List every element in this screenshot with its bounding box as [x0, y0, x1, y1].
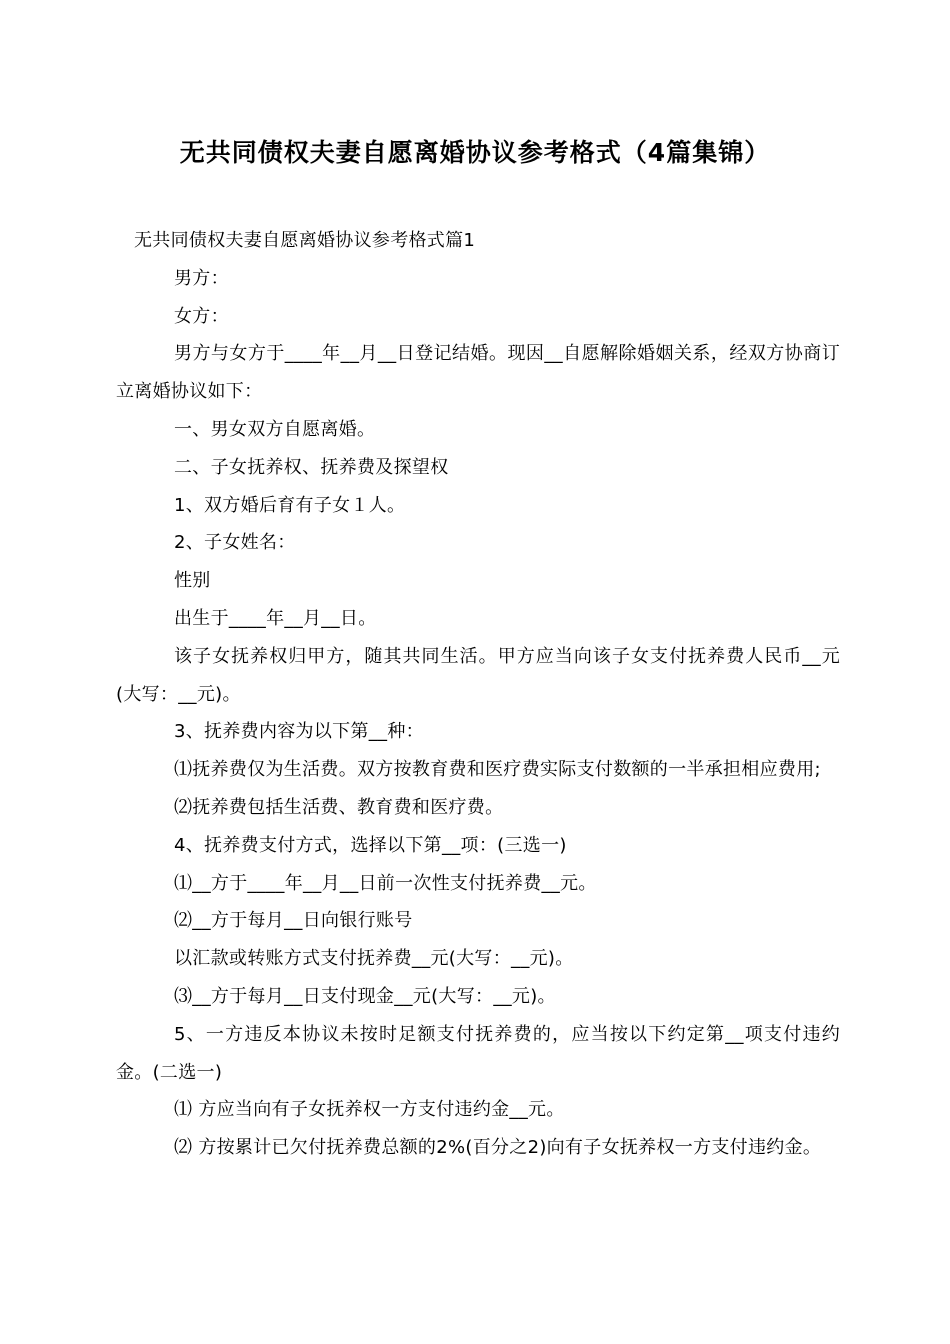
paragraph-breach-option-2: ⑵ 方按累计已欠付抚养费总额的2%(百分之2)向有子女抚养权一方支付违约金。: [174, 1137, 822, 1159]
paragraph-clause-1: 一、男女双方自愿离婚。: [174, 418, 376, 440]
paragraph-support-option-1: ⑴抚养费仅为生活费。双方按教育费和医疗费实际支付数额的一半承担相应费用;: [174, 759, 821, 781]
document-body: [116, 222, 840, 1167]
paragraph-child-birth: 出生于____年__月__日。: [174, 607, 377, 629]
paragraph-male-party: 男方：: [174, 267, 229, 289]
paragraph-clause-2: 二、子女抚养权、抚养费及探望权: [174, 456, 449, 478]
paragraph-support-option-2: ⑵抚养费包括生活费、教育费和医疗费。: [174, 796, 504, 818]
paragraph-payment-option-1: ⑴__方于____年__月__日前一次性支付抚养费__元。: [174, 872, 597, 894]
document-title: 无共同债权夫妻自愿离婚协议参考格式（4篇集锦）: [179, 138, 771, 167]
paragraph-payment-method: 4、抚养费支付方式，选择以下第__项：(三选一): [174, 834, 567, 856]
paragraph-children-count: 1、双方婚后育有子女１人。: [174, 494, 406, 516]
paragraph-breach-option-1: ⑴ 方应当向有子女抚养权一方支付违约金__元。: [174, 1099, 565, 1121]
paragraph-payment-option-2: ⑵__方于每月__日向银行账号: [174, 910, 413, 932]
paragraph-custody: 该子女抚养权归甲方，随其共同生活。甲方应当向该子女支付抚养费人民币__元(大写：__元)。: [116, 645, 840, 705]
paragraph-child-gender: 性别: [174, 570, 211, 592]
section-heading: 无共同债权夫妻自愿离婚协议参考格式篇1: [134, 230, 476, 251]
paragraph-payment-option-3: ⑶__方于每月__日支付现金__元(大写：__元)。: [174, 985, 556, 1007]
paragraph-breach: 5、一方违反本协议未按时足额支付抚养费的，应当按以下约定第__项支付违约金。(二选一): [116, 1023, 840, 1083]
paragraph-support-content: 3、抚养费内容为以下第__种：: [174, 721, 424, 743]
paragraph-marriage-intro: 男方与女方于____年__月__日登记结婚。现因__自愿解除婚姻关系，经双方协商订立离婚协议如下：: [116, 343, 840, 403]
paragraph-female-party: 女方：: [174, 305, 229, 327]
paragraph-child-name: 2、子女姓名：: [174, 532, 296, 554]
paragraph-payment-transfer: 以汇款或转账方式支付抚养费__元(大写：__元)。: [174, 948, 574, 970]
